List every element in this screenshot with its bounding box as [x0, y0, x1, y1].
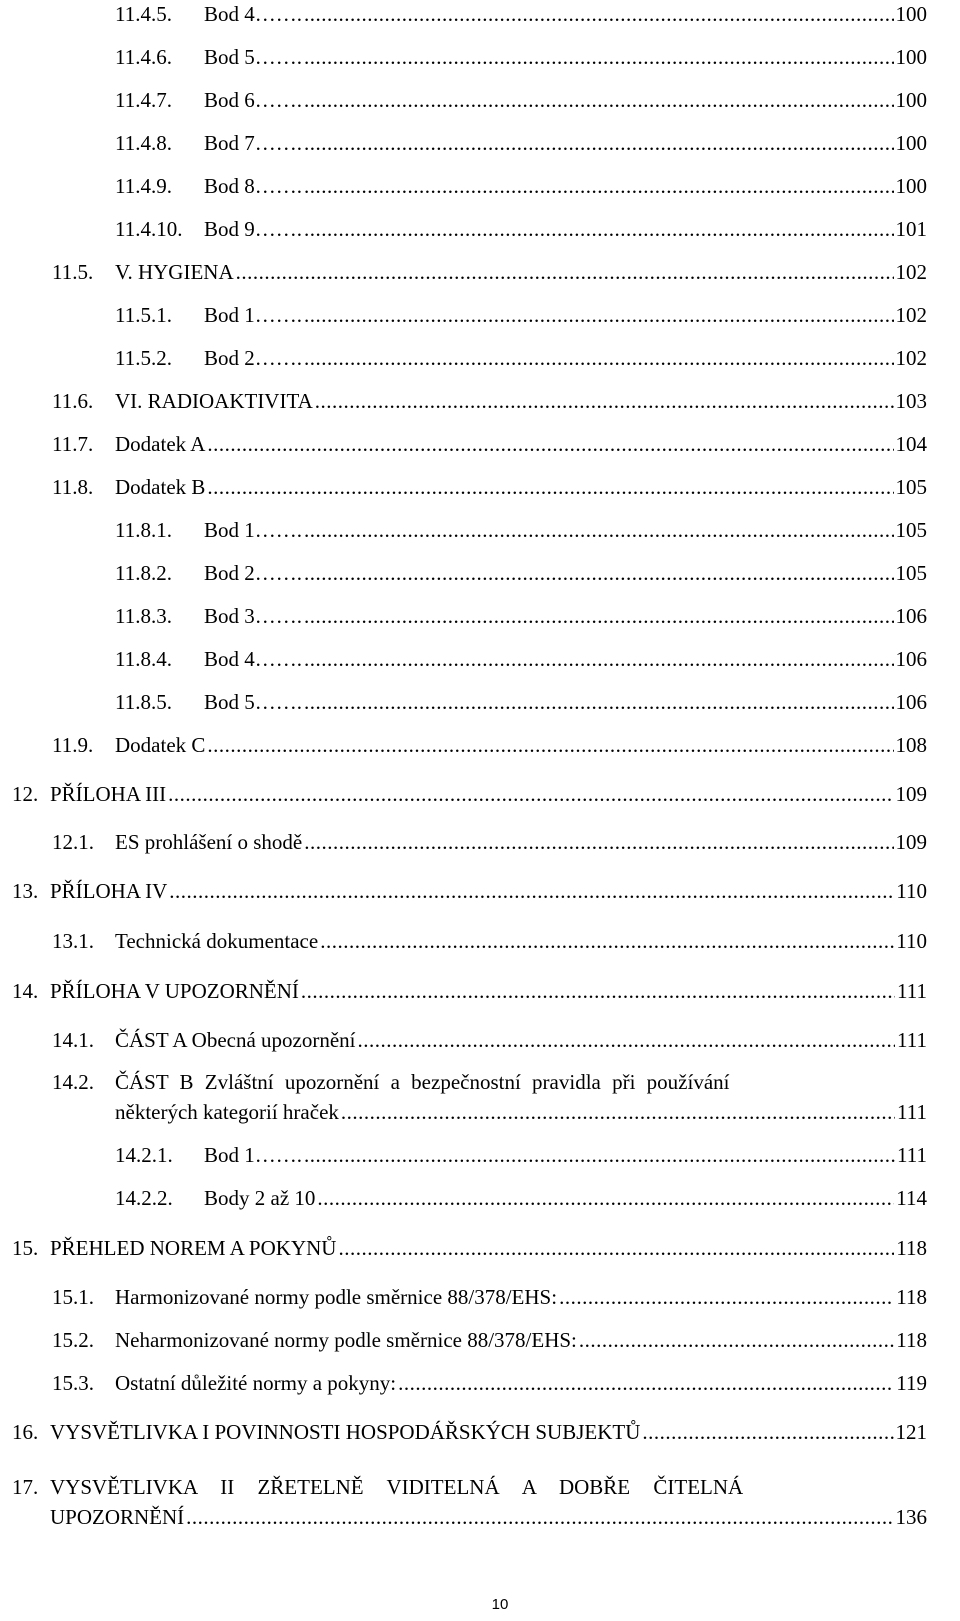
toc-entry-title: ES prohlášení o shodě: [115, 830, 303, 854]
toc-entry-page: 100: [895, 131, 927, 155]
toc-entry-number: 11.4.5.: [115, 2, 172, 26]
toc-entry-number: 11.8.4.: [115, 647, 172, 671]
toc-entry[interactable]: [52, 389, 927, 413]
toc-entry-number: 11.4.6.: [115, 45, 172, 69]
toc-entry-number: 11.6.: [52, 389, 94, 413]
toc-entry-number: 17.: [12, 1475, 39, 1499]
toc-entry[interactable]: [115, 604, 927, 628]
toc-entry-title-line1: ČÁST B Zvláštní upozornění a bezpečnostní pravidla při používání: [115, 1070, 730, 1094]
toc-entry-page: 111: [897, 1143, 927, 1167]
toc-entry-number: 11.8.3.: [115, 604, 172, 628]
toc-entry-title: PŘEHLED NOREM A POKYNŮ: [50, 1236, 337, 1260]
toc-entry-title: PŘÍLOHA V UPOZORNĚNÍ: [50, 979, 299, 1003]
toc-entry-page: 101: [895, 217, 927, 241]
toc-dot-leader: [304, 303, 893, 327]
toc-entry-page: 111: [897, 1100, 927, 1124]
toc-entry-page: 119: [896, 1371, 927, 1395]
toc-entry-title: VYSVĚTLIVKA I POVINNOSTI HOSPODÁŘSKÝCH SUBJEKTŮ: [50, 1420, 641, 1444]
toc-entry-page: 121: [895, 1420, 927, 1444]
toc-entry-number: 13.: [12, 879, 39, 903]
toc-entry-number: 15.2.: [52, 1328, 94, 1352]
toc-entry-number: 14.2.1.: [115, 1143, 173, 1167]
toc-entry[interactable]: [52, 475, 927, 499]
toc-entry-title: Bod 6…….: [204, 88, 303, 112]
toc-entry-page: 100: [895, 88, 927, 112]
toc-entry[interactable]: [115, 217, 927, 241]
toc-dot-leader: [304, 604, 893, 628]
toc-entry-title: Ostatní důležité normy a pokyny:: [115, 1371, 397, 1395]
toc-dot-leader: [304, 346, 893, 370]
toc-entry-page: 106: [895, 647, 927, 671]
toc-dot-leader: [341, 1100, 895, 1124]
toc-entry[interactable]: [12, 782, 927, 806]
toc-entry-number: 11.9.: [52, 733, 94, 757]
toc-dot-leader: [358, 1028, 896, 1052]
toc-entry-page: 105: [895, 561, 927, 585]
toc-entry-title-line1: VYSVĚTLIVKA II ZŘETELNĚ VIDITELNÁ A DOBŘE ČITELNÁ: [50, 1475, 744, 1499]
toc-entry-number: 15.: [12, 1236, 39, 1260]
toc-entry-page: 104: [895, 432, 927, 456]
toc-entry[interactable]: [52, 1285, 927, 1309]
toc-entry-title: Bod 5…….: [204, 690, 303, 714]
toc-entry-title: Technická dokumentace: [115, 929, 319, 953]
toc-dot-leader: [169, 879, 894, 903]
toc-entry-title: některých kategorií hraček: [115, 1100, 339, 1124]
toc-entry-number: 11.4.10.: [115, 217, 183, 241]
toc-entry-page: 109: [895, 782, 927, 806]
toc-entry[interactable]: [12, 1475, 927, 1533]
toc-entry[interactable]: [52, 929, 927, 953]
toc-entry-page: 118: [896, 1285, 927, 1309]
toc-entry-title: Harmonizované normy podle směrnice 88/378/EHS:: [115, 1285, 558, 1309]
toc-dot-leader: [186, 1505, 893, 1529]
toc-entry-number: 11.5.2.: [115, 346, 172, 370]
toc-entry[interactable]: [12, 1236, 927, 1260]
toc-entry[interactable]: [115, 131, 927, 155]
toc-entry-page: 102: [895, 303, 927, 327]
toc-dot-leader: [315, 389, 894, 413]
toc-entry-title: VI. RADIOAKTIVITA: [115, 389, 313, 413]
toc-entry[interactable]: [52, 1028, 927, 1052]
toc-entry-title: V. HYGIENA: [115, 260, 234, 284]
toc-entry-page: 100: [895, 174, 927, 198]
toc-dot-leader: [579, 1328, 894, 1352]
toc-entry[interactable]: [115, 2, 927, 26]
toc-entry-title: Body 2 až 10: [204, 1186, 316, 1210]
toc-entry-title: Bod 8…….: [204, 174, 303, 198]
toc-dot-leader: [168, 782, 893, 806]
toc-entry-page: 102: [895, 260, 927, 284]
toc-entry-page: 100: [895, 2, 927, 26]
toc-entry-page: 106: [895, 604, 927, 628]
toc-entry-number: 13.1.: [52, 929, 94, 953]
toc-entry-page: 105: [895, 475, 927, 499]
toc-entry[interactable]: [115, 1186, 927, 1210]
toc-entry[interactable]: [52, 830, 927, 854]
toc-dot-leader: [207, 432, 893, 456]
toc-dot-leader: [304, 45, 893, 69]
toc-entry[interactable]: [115, 1143, 927, 1167]
toc-entry-page: 100: [895, 45, 927, 69]
toc-dot-leader: [317, 1186, 894, 1210]
toc-entry-page: 136: [895, 1505, 927, 1529]
toc-entry-number: 11.8.: [52, 475, 94, 499]
toc-entry-title: Bod 4…….: [204, 647, 303, 671]
toc-entry-title: PŘÍLOHA III: [50, 782, 167, 806]
toc-entry-title: UPOZORNĚNÍ: [50, 1505, 185, 1529]
toc-entry-page: 106: [895, 690, 927, 714]
toc-entry-title: PŘÍLOHA IV: [50, 879, 168, 903]
toc-dot-leader: [559, 1285, 894, 1309]
toc-entry-page: 110: [896, 929, 927, 953]
toc-entry[interactable]: [115, 690, 927, 714]
toc-entry-title: Bod 3…….: [204, 604, 303, 628]
toc-dot-leader: [207, 733, 893, 757]
toc-entry-number: 11.5.: [52, 260, 94, 284]
toc-entry[interactable]: [12, 879, 927, 903]
toc-entry-title: Bod 1…….: [204, 1143, 303, 1167]
toc-dot-leader: [304, 518, 893, 542]
toc-entry-number: 14.1.: [52, 1028, 94, 1052]
toc-entry[interactable]: [12, 979, 927, 1003]
toc-entry-title: Bod 1…….: [204, 303, 303, 327]
toc-dot-leader: [304, 690, 893, 714]
toc-entry[interactable]: [52, 1070, 927, 1128]
toc-entry-title: Dodatek A: [115, 432, 206, 456]
toc-entry-title: Neharmonizované normy podle směrnice 88/378/EHS:: [115, 1328, 577, 1352]
toc-dot-leader: [304, 88, 893, 112]
toc-entry[interactable]: [115, 647, 927, 671]
toc-entry-number: 15.1.: [52, 1285, 94, 1309]
toc-entry-number: 15.3.: [52, 1371, 94, 1395]
toc-dot-leader: [304, 1143, 895, 1167]
toc-entry-title: Bod 4…….: [204, 2, 303, 26]
toc-entry-title: Bod 2…….: [204, 561, 303, 585]
toc-entry-title: Bod 7…….: [204, 131, 303, 155]
toc-entry-number: 11.8.2.: [115, 561, 172, 585]
toc-entry-number: 12.1.: [52, 830, 94, 854]
toc-entry-page: 110: [896, 879, 927, 903]
toc-dot-leader: [304, 217, 893, 241]
toc-entry-title: ČÁST A Obecná upozornění: [115, 1028, 356, 1052]
toc-dot-leader: [642, 1420, 893, 1444]
toc-entry-number: 11.5.1.: [115, 303, 172, 327]
toc-entry-number: 14.2.2.: [115, 1186, 173, 1210]
toc-entry-number: 11.7.: [52, 432, 94, 456]
toc-entry-number: 11.8.1.: [115, 518, 172, 542]
toc-entry[interactable]: [115, 561, 927, 585]
toc-dot-leader: [236, 260, 894, 284]
toc-entry-page: 105: [895, 518, 927, 542]
toc-dot-leader: [320, 929, 894, 953]
toc-dot-leader: [304, 561, 893, 585]
toc-dot-leader: [304, 2, 893, 26]
toc-entry[interactable]: [115, 45, 927, 69]
toc-entry-number: 16.: [12, 1420, 39, 1444]
toc-dot-leader: [398, 1371, 894, 1395]
toc-entry[interactable]: [115, 174, 927, 198]
toc-entry-number: 11.4.7.: [115, 88, 172, 112]
toc-entry[interactable]: [52, 1328, 927, 1352]
toc-entry-title: Dodatek B: [115, 475, 206, 499]
toc-entry[interactable]: [52, 733, 927, 757]
toc-entry[interactable]: [115, 518, 927, 542]
toc-entry-number: 11.8.5.: [115, 690, 172, 714]
toc-entry-number: 11.4.8.: [115, 131, 172, 155]
toc-entry-number: 14.: [12, 979, 39, 1003]
toc-dot-leader: [338, 1236, 894, 1260]
toc-entry-number: 12.: [12, 782, 39, 806]
toc-entry-page: 108: [895, 733, 927, 757]
toc-dot-leader: [304, 830, 893, 854]
page-number: 10: [491, 1596, 509, 1613]
toc-entry[interactable]: [52, 432, 927, 456]
toc-entry[interactable]: [115, 88, 927, 112]
toc-dot-leader: [304, 174, 893, 198]
toc-entry-title: Bod 5…….: [204, 45, 303, 69]
toc-entry-title: Bod 9…….: [204, 217, 303, 241]
toc-entry-number: 11.4.9.: [115, 174, 172, 198]
toc-entry-page: 102: [895, 346, 927, 370]
toc-entry-title: Dodatek C: [115, 733, 206, 757]
toc-dot-leader: [304, 131, 893, 155]
toc-entry-number: 14.2.: [52, 1070, 94, 1094]
toc-entry[interactable]: [52, 260, 927, 284]
toc-entry-page: 109: [895, 830, 927, 854]
toc-dot-leader: [304, 647, 893, 671]
toc-entry[interactable]: [115, 346, 927, 370]
toc-entry-page: 111: [897, 1028, 927, 1052]
toc-entry-title: Bod 1…….: [204, 518, 303, 542]
toc-entry[interactable]: [115, 303, 927, 327]
toc-entry-page: 111: [897, 979, 927, 1003]
toc-entry-page: 114: [896, 1186, 927, 1210]
toc-entry-page: 118: [896, 1328, 927, 1352]
toc-entry[interactable]: [12, 1420, 927, 1444]
toc-entry-title: Bod 2…….: [204, 346, 303, 370]
toc-entry-page: 118: [896, 1236, 927, 1260]
toc-entry-page: 103: [895, 389, 927, 413]
toc-entry[interactable]: [52, 1371, 927, 1395]
toc-dot-leader: [207, 475, 893, 499]
toc-dot-leader: [301, 979, 895, 1003]
